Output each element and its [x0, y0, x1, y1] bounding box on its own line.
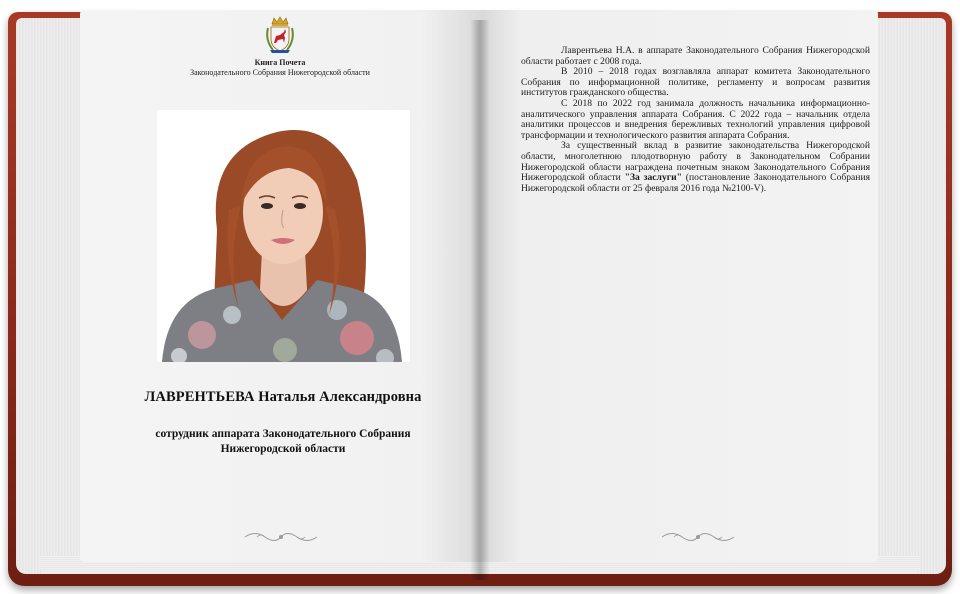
award-name: "За заслуги": [624, 172, 682, 184]
bio-award-decree: (постановление Законодательного Собрания Нижегородской области от 25 февраля 2016 года №2100-V).: [521, 172, 870, 194]
page-ornament-icon: [241, 529, 321, 545]
bio-paragraph: Лаврентьева Н.А. в аппарате Законодательного Собрания Нижегородской области работает с 2008 года.: [521, 45, 870, 67]
bio-paragraph: [521, 141, 870, 194]
position-line-1: сотрудник аппарата Законодательного Собрания: [155, 428, 411, 440]
organization-name: Законодательного Собрания Нижегородской области: [190, 68, 370, 77]
coat-of-arms-icon: [263, 16, 297, 54]
biography-text: [521, 46, 870, 194]
page-stack-left: [16, 18, 86, 574]
person-name: ЛАВРЕНТЬЕВА Наталья Александровна: [144, 389, 422, 405]
book-title: Книга Почета: [254, 58, 306, 67]
bio-paragraph: С 2018 по 2022 год занимала должность начальника информационно-аналитического управления аппарата Собрания. С 2022 года – начальник отдела аналитики процессов и внедрения бережливых технологий управления цифровой трансформации и технологического развития аппарата Собрания.: [521, 97, 870, 141]
bio-paragraph: В 2010 – 2018 годах возглавляла аппарат комитета Законодательного Собрания по информационной политике, регламенту и вопросам развития институтов гражданского общества.: [521, 66, 870, 99]
position-line-2: Нижегородской области: [220, 443, 346, 455]
book-spine: [470, 20, 490, 580]
page-ornament-icon: [658, 529, 738, 545]
bio-award-intro: За существенный вклад в развитие законодательства Нижегородской области, многолетнюю плодотворную работу в Законодательном Собрании Нижегородской области награждена почетным знаком Законодательного Собрания Нижегородской области: [521, 140, 870, 184]
person-position: [110, 427, 456, 457]
page-header: [130, 58, 430, 78]
portrait-photo: [157, 110, 410, 362]
page-stack-right: [874, 18, 946, 574]
